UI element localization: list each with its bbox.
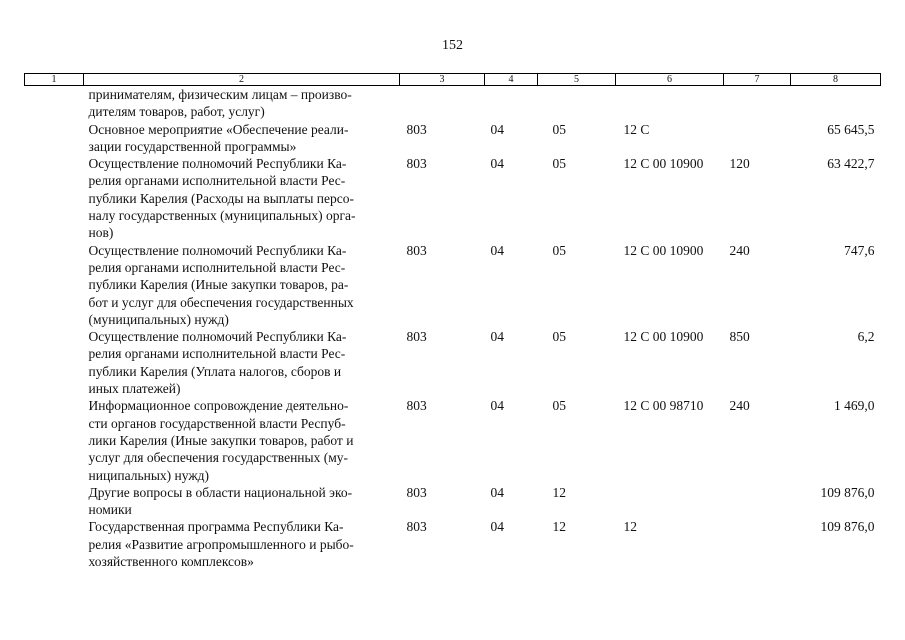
description-line: релия «Развитие агропромышленного и рыбо- bbox=[88, 536, 354, 552]
table-row bbox=[25, 518, 881, 570]
table-row bbox=[25, 397, 881, 483]
description-line: ниципальных) нужд) bbox=[88, 467, 210, 483]
cell-amount: 6,2 bbox=[857, 329, 875, 345]
cell-amount: 63 422,7 bbox=[827, 156, 875, 172]
cell-subsection-code: 12 bbox=[552, 484, 566, 500]
cell-col-1 bbox=[25, 518, 84, 570]
column-header-2: 2 bbox=[84, 74, 400, 86]
cell-target-article: 12 С 00 10900 bbox=[623, 242, 704, 258]
description-line: принимателям, физическим лицам – произво- bbox=[88, 87, 352, 102]
cell-subsection-code: 05 bbox=[552, 121, 566, 137]
cell-subsection-code: 12 bbox=[552, 519, 566, 535]
column-header-7: 7 bbox=[724, 74, 791, 86]
cell-description bbox=[84, 86, 400, 121]
cell-section-code: 04 bbox=[490, 121, 504, 137]
cell-amount bbox=[791, 86, 881, 121]
column-header-6: 6 bbox=[616, 74, 724, 86]
description-line: Осуществление полномочий Республики Ка- bbox=[88, 242, 347, 258]
cell-ministry-code: 803 bbox=[406, 121, 427, 137]
budget-table bbox=[24, 73, 881, 570]
table-row bbox=[25, 328, 881, 397]
cell-subsection-code: 05 bbox=[552, 242, 566, 258]
cell-section-code bbox=[485, 86, 538, 121]
description-line: релия органами исполнительной власти Рес- bbox=[88, 346, 346, 362]
description-line: публики Карелия (Уплата налогов, сборов и bbox=[88, 363, 342, 379]
cell-expense-type: 240 bbox=[729, 398, 750, 414]
cell-target-article: 12 С 00 10900 bbox=[623, 329, 704, 345]
cell-ministry-code: 803 bbox=[406, 484, 427, 500]
cell-expense-type bbox=[724, 121, 791, 156]
description-line: бот и услуг для обеспечения государственных bbox=[88, 294, 354, 310]
table-row bbox=[25, 242, 881, 328]
description-line: публики Карелия (Расходы на выплаты персо- bbox=[88, 190, 354, 206]
column-header-1: 1 bbox=[25, 74, 84, 86]
cell-ministry-code: 803 bbox=[406, 242, 427, 258]
description-line: Основное мероприятие «Обеспечение реали- bbox=[88, 121, 349, 137]
description-line: (муниципальных) нужд) bbox=[88, 311, 229, 327]
description-line: релия органами исполнительной власти Рес- bbox=[88, 259, 346, 275]
column-header-4: 4 bbox=[485, 74, 538, 86]
description-line: налу государственных (муниципальных) орга- bbox=[88, 208, 356, 224]
description-line: публики Карелия (Иные закупки товаров, ра- bbox=[88, 277, 349, 293]
cell-description bbox=[84, 328, 400, 397]
cell-amount: 1 469,0 bbox=[834, 398, 875, 414]
cell-expense-type bbox=[724, 86, 791, 121]
cell-ministry-code: 803 bbox=[406, 156, 427, 172]
description-line: Другие вопросы в области национальной эко- bbox=[88, 484, 353, 500]
description-line: номики bbox=[88, 502, 132, 518]
cell-col-1 bbox=[25, 121, 84, 156]
description-line: иных платежей) bbox=[88, 381, 181, 397]
cell-ministry-code bbox=[400, 86, 485, 121]
cell-section-code: 04 bbox=[490, 156, 504, 172]
description-line: релия органами исполнительной власти Рес- bbox=[88, 173, 346, 189]
cell-target-article: 12 С 00 98710 bbox=[623, 398, 704, 414]
cell-section-code: 04 bbox=[490, 242, 504, 258]
cell-expense-type: 850 bbox=[729, 329, 750, 345]
cell-section-code: 04 bbox=[490, 398, 504, 414]
column-header-3: 3 bbox=[400, 74, 485, 86]
cell-subsection-code: 05 bbox=[552, 156, 566, 172]
table-body bbox=[25, 86, 881, 571]
cell-amount: 109 876,0 bbox=[820, 519, 875, 535]
cell-subsection-code: 05 bbox=[552, 329, 566, 345]
cell-col-1 bbox=[25, 86, 84, 121]
cell-section-code: 04 bbox=[490, 484, 504, 500]
cell-amount: 747,6 bbox=[844, 242, 875, 258]
cell-col-1 bbox=[25, 328, 84, 397]
description-line: Государственная программа Республики Ка- bbox=[88, 519, 344, 535]
table-row bbox=[25, 155, 881, 241]
cell-section-code: 04 bbox=[490, 329, 504, 345]
cell-expense-type bbox=[724, 484, 791, 519]
description-line: сти органов государственной власти Респуб- bbox=[88, 415, 346, 431]
table-row bbox=[25, 121, 881, 156]
cell-description bbox=[84, 484, 400, 519]
cell-col-1 bbox=[25, 242, 84, 328]
cell-col-1 bbox=[25, 484, 84, 519]
cell-target-article: 12 bbox=[623, 519, 637, 535]
cell-target-article bbox=[616, 484, 724, 519]
description-line: Осуществление полномочий Республики Ка- bbox=[88, 156, 347, 172]
description-line: Информационное сопровождение деятельно- bbox=[88, 398, 349, 414]
cell-amount: 65 645,5 bbox=[827, 121, 875, 137]
description-line: лики Карелия (Иные закупки товаров, работ и bbox=[88, 432, 354, 448]
cell-col-1 bbox=[25, 397, 84, 483]
cell-target-article bbox=[616, 86, 724, 121]
cell-amount: 109 876,0 bbox=[820, 484, 875, 500]
cell-section-code: 04 bbox=[490, 519, 504, 535]
cell-description bbox=[84, 155, 400, 241]
column-header-5: 5 bbox=[538, 74, 616, 86]
cell-ministry-code: 803 bbox=[406, 519, 427, 535]
cell-expense-type: 240 bbox=[729, 242, 750, 258]
cell-ministry-code: 803 bbox=[406, 398, 427, 414]
description-line: зации государственной программы» bbox=[88, 138, 297, 154]
cell-description bbox=[84, 518, 400, 570]
cell-ministry-code: 803 bbox=[406, 329, 427, 345]
description-line: дителям товаров, работ, услуг) bbox=[88, 104, 265, 120]
cell-description bbox=[84, 121, 400, 156]
cell-expense-type: 120 bbox=[729, 156, 750, 172]
cell-subsection-code bbox=[538, 86, 616, 121]
description-line: нов) bbox=[88, 225, 114, 241]
description-line: хозяйственного комплексов» bbox=[88, 554, 254, 570]
cell-subsection-code: 05 bbox=[552, 398, 566, 414]
cell-expense-type bbox=[724, 518, 791, 570]
table-row bbox=[25, 86, 881, 121]
table-row bbox=[25, 484, 881, 519]
description-line: услуг для обеспечения государственных (му- bbox=[88, 450, 349, 466]
cell-target-article: 12 С bbox=[623, 121, 650, 137]
header-row bbox=[25, 74, 881, 86]
table-header bbox=[25, 74, 881, 86]
column-header-8: 8 bbox=[791, 74, 881, 86]
page-number: 152 bbox=[442, 38, 463, 53]
description-line: Осуществление полномочий Республики Ка- bbox=[88, 329, 347, 345]
cell-target-article: 12 С 00 10900 bbox=[623, 156, 704, 172]
cell-description bbox=[84, 242, 400, 328]
cell-col-1 bbox=[25, 155, 84, 241]
cell-description bbox=[84, 397, 400, 483]
